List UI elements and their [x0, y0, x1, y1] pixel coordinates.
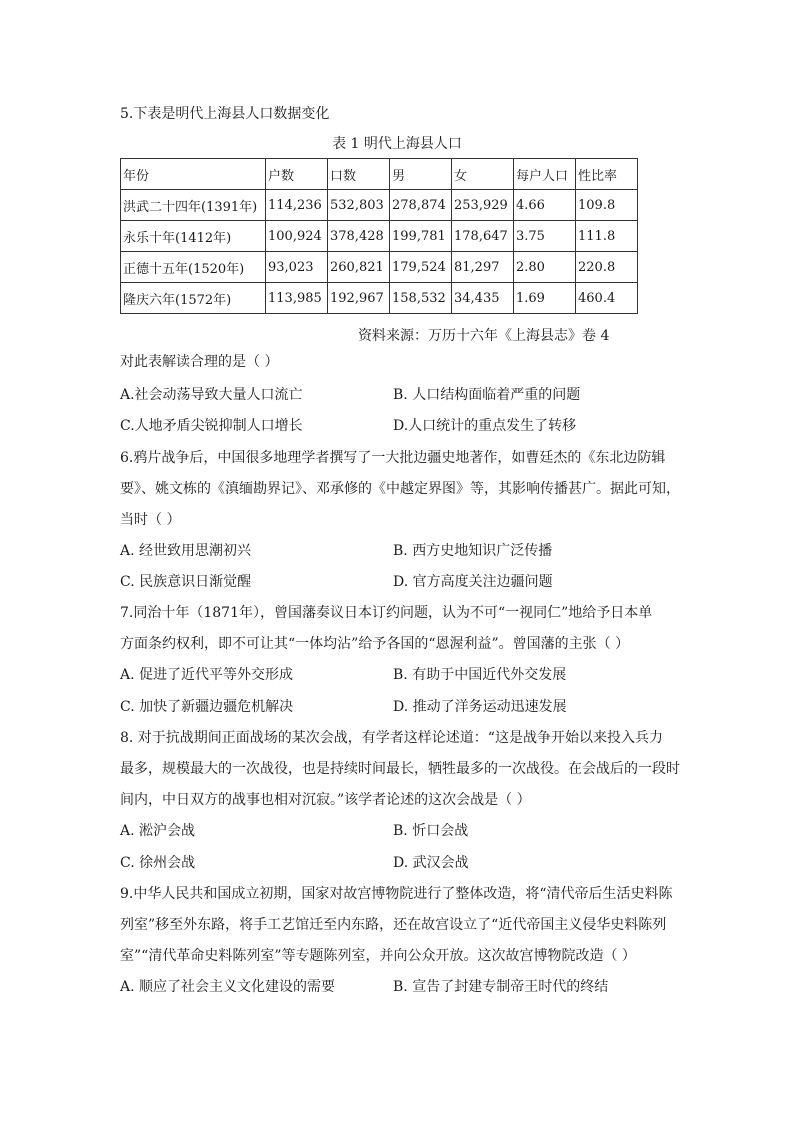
table-cell: 113,985: [266, 283, 328, 314]
header-cell: 女: [452, 159, 514, 190]
q7-stem-line: 7.同治十年（1871年），曾国藩奏议日本订约问题，认为不可“一视同仁”地给予日本单: [120, 605, 653, 621]
q7-option-c[interactable]: C. 加快了新疆边疆危机解决: [120, 699, 294, 715]
q5-option-a[interactable]: A.社会动荡导致大量人口流亡: [120, 387, 303, 403]
table-row: [121, 221, 638, 252]
q6-option-c[interactable]: C. 民族意识日渐觉醒: [120, 574, 252, 590]
table-caption: 表 1 明代上海县人口: [332, 136, 462, 152]
q9-stem-line: 列室”移至外东路，将手工艺馆迁至内东路，还在故宫设立了“近代帝国主义侵华史料陈列: [120, 917, 667, 933]
table-cell: 179,524: [390, 252, 452, 283]
table-cell: 109.8: [576, 190, 638, 221]
q5-option-d[interactable]: D.人口统计的重点发生了转移: [393, 418, 577, 434]
table-cell: 111.8: [576, 221, 638, 252]
q7-option-a[interactable]: A. 促进了近代平等外交形成: [120, 667, 294, 683]
header-cell: 户数: [266, 159, 328, 190]
table-cell: 253,929: [452, 190, 514, 221]
q8-option-a[interactable]: A. 淞沪会战: [120, 823, 196, 839]
table-cell: 260,821: [328, 252, 390, 283]
table-cell: 正德十五年(1520年): [121, 252, 266, 283]
q8-option-b[interactable]: B. 忻口会战: [393, 823, 469, 839]
table-row: [121, 252, 638, 283]
header-cell: 年份: [121, 159, 266, 190]
q9-stem-line: 9.中华人民共和国成立初期，国家对故宫博物院进行了整体改造，将“清代帝后生活史料陈: [120, 886, 673, 902]
table-cell: 隆庆六年(1572年): [121, 283, 266, 314]
q6-option-d[interactable]: D. 官方高度关注边疆问题: [393, 574, 553, 590]
table-cell: 178,647: [452, 221, 514, 252]
q5-option-c[interactable]: C.人地矛盾尖锐抑制人口增长: [120, 418, 303, 434]
q7-stem-line: 方面条约权利，即不可让其“一体均沾”给予各国的“恩渥利益”。曾国藩的主张（ ）: [120, 636, 630, 652]
table-cell: 278,874: [390, 190, 452, 221]
q7-option-d[interactable]: D. 推动了洋务运动迅速发展: [393, 699, 567, 715]
table-cell: 158,532: [390, 283, 452, 314]
q5-option-b[interactable]: B. 人口结构面临着严重的问题: [393, 387, 581, 403]
q6-stem-line: 6.鸦片战争后，中国很多地理学者撰写了一大批边疆史地著作，如曹廷杰的《东北边防辑: [120, 450, 666, 466]
table-cell: 34,435: [452, 283, 514, 314]
header-cell: 口数: [328, 159, 390, 190]
q7-option-b[interactable]: B. 有助于中国近代外交发展: [393, 667, 567, 683]
q9-option-b[interactable]: B. 宣告了封建专制帝王时代的终结: [393, 979, 609, 995]
table-cell: 378,428: [328, 221, 390, 252]
table-cell: 93,023: [266, 252, 328, 283]
table-cell: 81,297: [452, 252, 514, 283]
q8-option-c[interactable]: C. 徐州会战: [120, 855, 196, 871]
header-cell: 男: [390, 159, 452, 190]
q6-stem-line: 当时（ ）: [120, 512, 181, 528]
header-cell: 性比率: [576, 159, 638, 190]
q6-option-a[interactable]: A. 经世致用思潮初兴: [120, 543, 252, 559]
q5-question: 对此表解读合理的是（ ）: [120, 354, 279, 370]
table-cell: 永乐十年(1412年): [121, 221, 266, 252]
q5-stem: 5.下表是明代上海县人口数据变化: [120, 106, 330, 122]
table-cell: 460.4: [576, 283, 638, 314]
q9-option-a[interactable]: A. 顺应了社会主义文化建设的需要: [120, 979, 336, 995]
q8-stem-line: 最多，规模最大的一次战役，也是持续时间最长，牺牲最多的一次战役。在会战后的一段时: [120, 761, 680, 777]
table-cell: 114,236: [266, 190, 328, 221]
q8-option-d[interactable]: D. 武汉会战: [393, 855, 469, 871]
table-cell: 192,967: [328, 283, 390, 314]
table-cell: 220.8: [576, 252, 638, 283]
table-cell: 洪武二十四年(1391年): [121, 190, 266, 221]
table-cell: 1.69: [514, 283, 576, 314]
table-header-row: [121, 159, 638, 190]
q6-option-b[interactable]: B. 西方史地知识广泛传播: [393, 543, 553, 559]
table-cell: 100,924: [266, 221, 328, 252]
table-row: [121, 283, 638, 314]
table-cell: 532,803: [328, 190, 390, 221]
table-cell: 3.75: [514, 221, 576, 252]
q9-stem-line: 室”“清代革命史料陈列室”等专题陈列室，并向公众开放。这次故宫博物院改造（ ）: [120, 948, 636, 964]
table-cell: 4.66: [514, 190, 576, 221]
header-cell: 每户人口: [514, 159, 576, 190]
table-row: [121, 190, 638, 221]
q6-stem-line: 要》、姚文栋的《滇缅勘界记》、邓承修的《中越定界图》等，其影响传播甚广。据此可知，: [120, 481, 680, 497]
population-table: [120, 158, 638, 314]
table-source: 资料来源：万历十六年《上海县志》卷 4: [358, 328, 610, 344]
q8-stem-line: 8. 对于抗战期间正面战场的某次会战，有学者这样论述道：“这是战争开始以来投入兵力: [120, 730, 663, 746]
q8-stem-line: 间内，中日双方的战事也相对沉寂。”该学者论述的这次会战是（ ）: [120, 792, 531, 808]
table-cell: 2.80: [514, 252, 576, 283]
table-cell: 199,781: [390, 221, 452, 252]
